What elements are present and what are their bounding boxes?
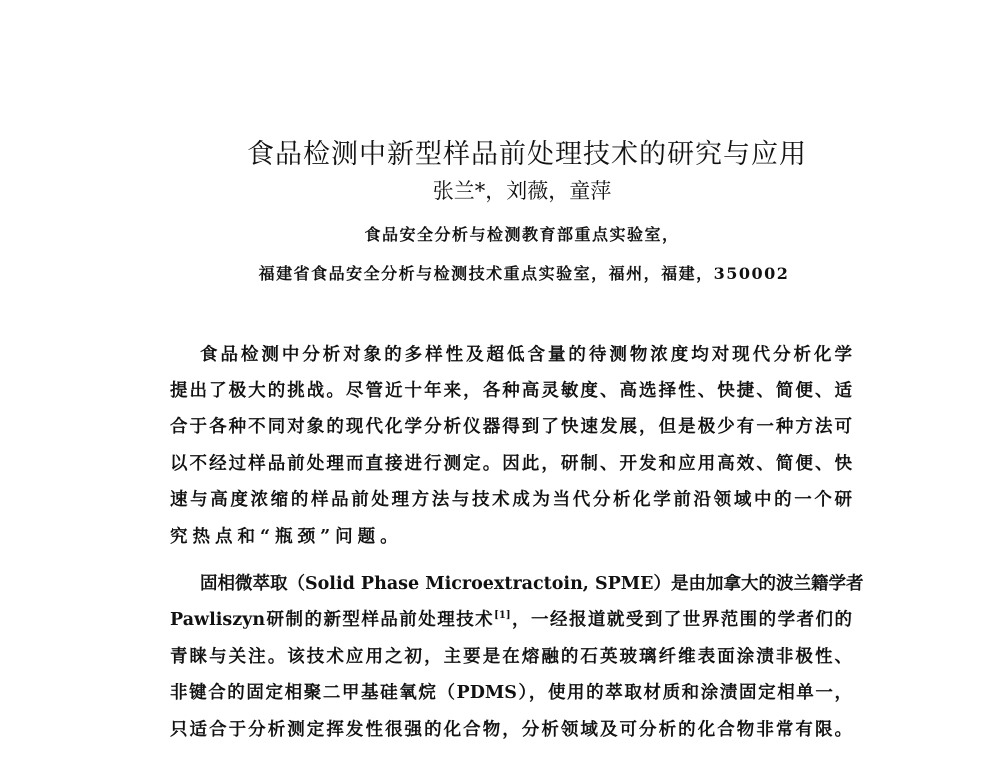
affiliation-line-1: 食品安全分析与检测教育部重点实验室， [364, 225, 680, 244]
affiliation-line-2: 福建省食品安全分析与检测技术重点实验室，福州，福建，350002 [258, 264, 790, 283]
text-segment: Pawliszyn研制的新型样品前处理技术 [170, 610, 495, 630]
text-line: 合于各种不同对象的现代化学分析仪器得到了快速发展，但是极少有一种方法可 [170, 417, 852, 437]
paper-title: 食品检测中新型样品前处理技术的研究与应用 [247, 139, 807, 170]
text-line: 青睐与关注。该技术应用之初，主要是在熔融的石英玻璃纤维表面涂渍非极性、 [170, 647, 852, 667]
author-list: 张兰*，刘薇，童萍 [432, 179, 612, 203]
text-line [170, 608, 852, 632]
text-line: 提出了极大的挑战。尽管近十年来，各种高灵敏度、高选择性、快捷、简便、适 [170, 381, 852, 401]
text-line: 究热点和“瓶颈”问题。 [170, 527, 403, 547]
text-line: 以不经过样品前处理而直接进行测定。因此，研制、开发和应用高效、简便、快 [170, 454, 852, 474]
text-line: 速与高度浓缩的样品前处理方法与技术成为当代分析化学前沿领域中的一个研 [170, 490, 852, 510]
text-line: 固相微萃取（Solid Phase Microextractoin, SPME）是由加拿大的波兰籍学者 [200, 574, 864, 594]
text-segment: ，一经报道就受到了世界范围的学者们的 [510, 610, 852, 630]
text-line: 只适合于分析测定挥发性很强的化合物，分析领域及可分析的化合物非常有限。 [170, 720, 852, 740]
text-line: 非键合的固定相聚二甲基硅氧烷（PDMS），使用的萃取材质和涂渍固定相单一， [170, 683, 852, 703]
citation-reference: [1] [494, 610, 511, 622]
text-line: 食品检测中分析对象的多样性及超低含量的待测物浓度均对现代分析化学 [200, 345, 852, 365]
